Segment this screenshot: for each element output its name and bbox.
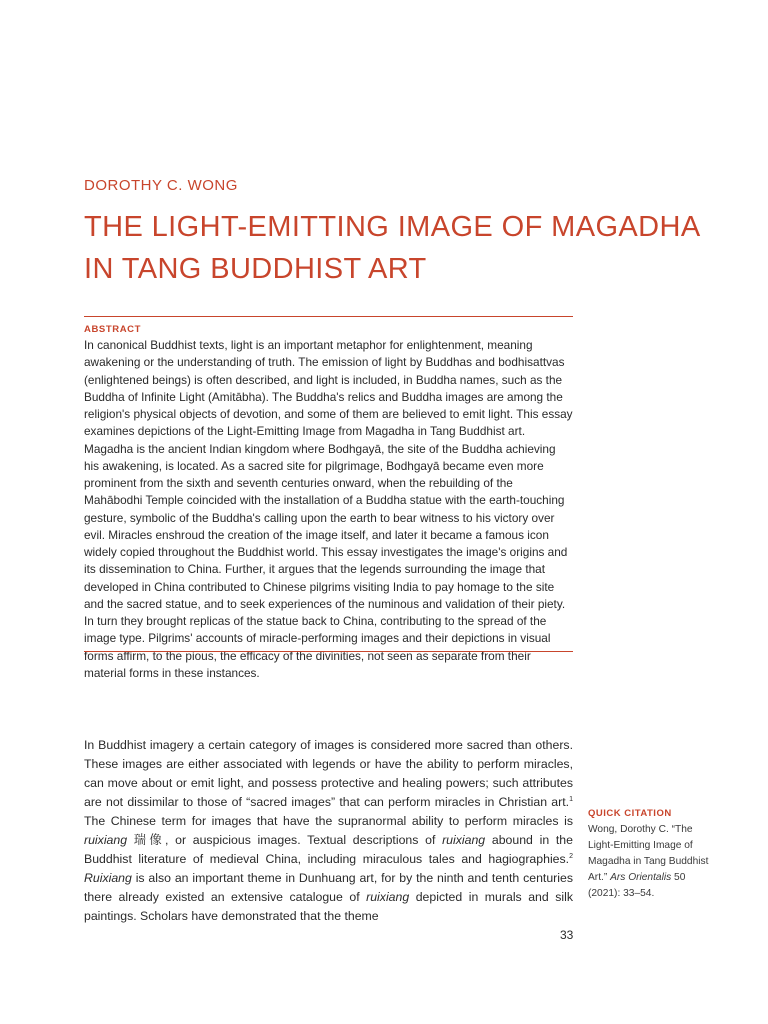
body-text-part: 瑞像, or auspicious images. Textual descriptions of (127, 833, 443, 847)
bottom-divider (84, 651, 573, 652)
page-number: 33 (560, 928, 574, 942)
quick-citation-label: QUICK CITATION (588, 808, 672, 819)
top-divider (84, 316, 573, 317)
body-text-part: is also an important theme in Dunhuang art, for by the ninth and tenth centuries there already existed an extensive catalogue of (84, 871, 573, 904)
citation-journal: Ars Orientalis (610, 872, 672, 883)
body-text-part: The Chinese term for images that have the supranormal ability to perform miracles is (84, 814, 573, 828)
body-text-part: depicted in murals and silk paintings. Scholars have demonstrated that the theme (84, 890, 573, 923)
term-ruixiang: ruixiang (442, 833, 486, 847)
footnote-ref-1[interactable]: 1 (569, 795, 573, 803)
abstract-text: In canonical Buddhist texts, light is an important metaphor for enlightenment, meaning awakening or the understanding of truth. The emission of light by Buddhas and bodhisattvas (enlightened beings) is often described, and light is included, in Buddha names, such as the Buddha of Infinite Light (Amitābha). The Buddha's relics and Buddha images are among the religion's physical objects of devotion, and some of them are believed to emit light. This essay examines depictions of the Light-Emitting Image from Magadha in Tang Buddhist art. Magadha is the ancient Indian kingdom where Bodhgayā, the site of the Buddha achieving his awakening, is located. As a sacred site for pilgrimage, Bodhgayā became even more prominent from the sixth and seventh centuries onward, when the rebuilding of the Mahābodhi Temple coincided with the installation of a Buddha statue with the earth-touching gesture, symbolic of the Buddha's calling upon the earth to bear witness to his victory over evil. Miracles enshroud the creation of the image itself, and later it became a famous icon widely copied throughout the Buddhist world. This essay investigates the image's origins and its dissemination to China. Further, it argues that the legends surrounding the image that developed in China contributed to Chinese pilgrims visiting India to pay homage to the site and the sacred statue, and to seek experiences of the numinous and validation of their piety. In turn they brought replicas of the statue back to China, contributing to the spread of the image type. Pilgrims' accounts of miracle-performing images and their depictions in visual forms affirm, to the pious, the efficacy of the divinities, not seen as separate from their material forms in these instances. (84, 338, 573, 680)
abstract-label: ABSTRACT (84, 324, 142, 335)
body-paragraph (84, 736, 573, 926)
quick-citation-text (588, 822, 718, 902)
article-title: THE LIGHT-EMITTING IMAGE OF MAGADHA IN TANG BUDDHIST ART (84, 211, 699, 285)
body-text-part: abound in the Buddhist literature of medieval China, including miraculous tales and hagiographies. (84, 833, 573, 866)
term-ruixiang: Ruixiang (84, 871, 132, 885)
term-ruixiang: ruixiang (84, 833, 128, 847)
body-text-part: In Buddhist imagery a certain category of images is considered more sacred than others. These images are either associated with legends or have the ability to perform miracles, can move about or emit light, and possess protective and healing powers; such attributes are not dissimilar to those of “sacred images” that can perform miracles in Christian art. (84, 738, 573, 809)
author-name: DOROTHY C. WONG (84, 177, 238, 194)
citation-main: Wong, Dorothy C. “The Light-Emitting Image of Magadha in Tang Buddhist Art.” (588, 824, 709, 883)
citation-tail: 50 (2021): 33–54. (588, 872, 686, 899)
term-ruixiang: ruixiang (366, 890, 410, 904)
footnote-ref-2[interactable]: 2 (569, 852, 573, 860)
